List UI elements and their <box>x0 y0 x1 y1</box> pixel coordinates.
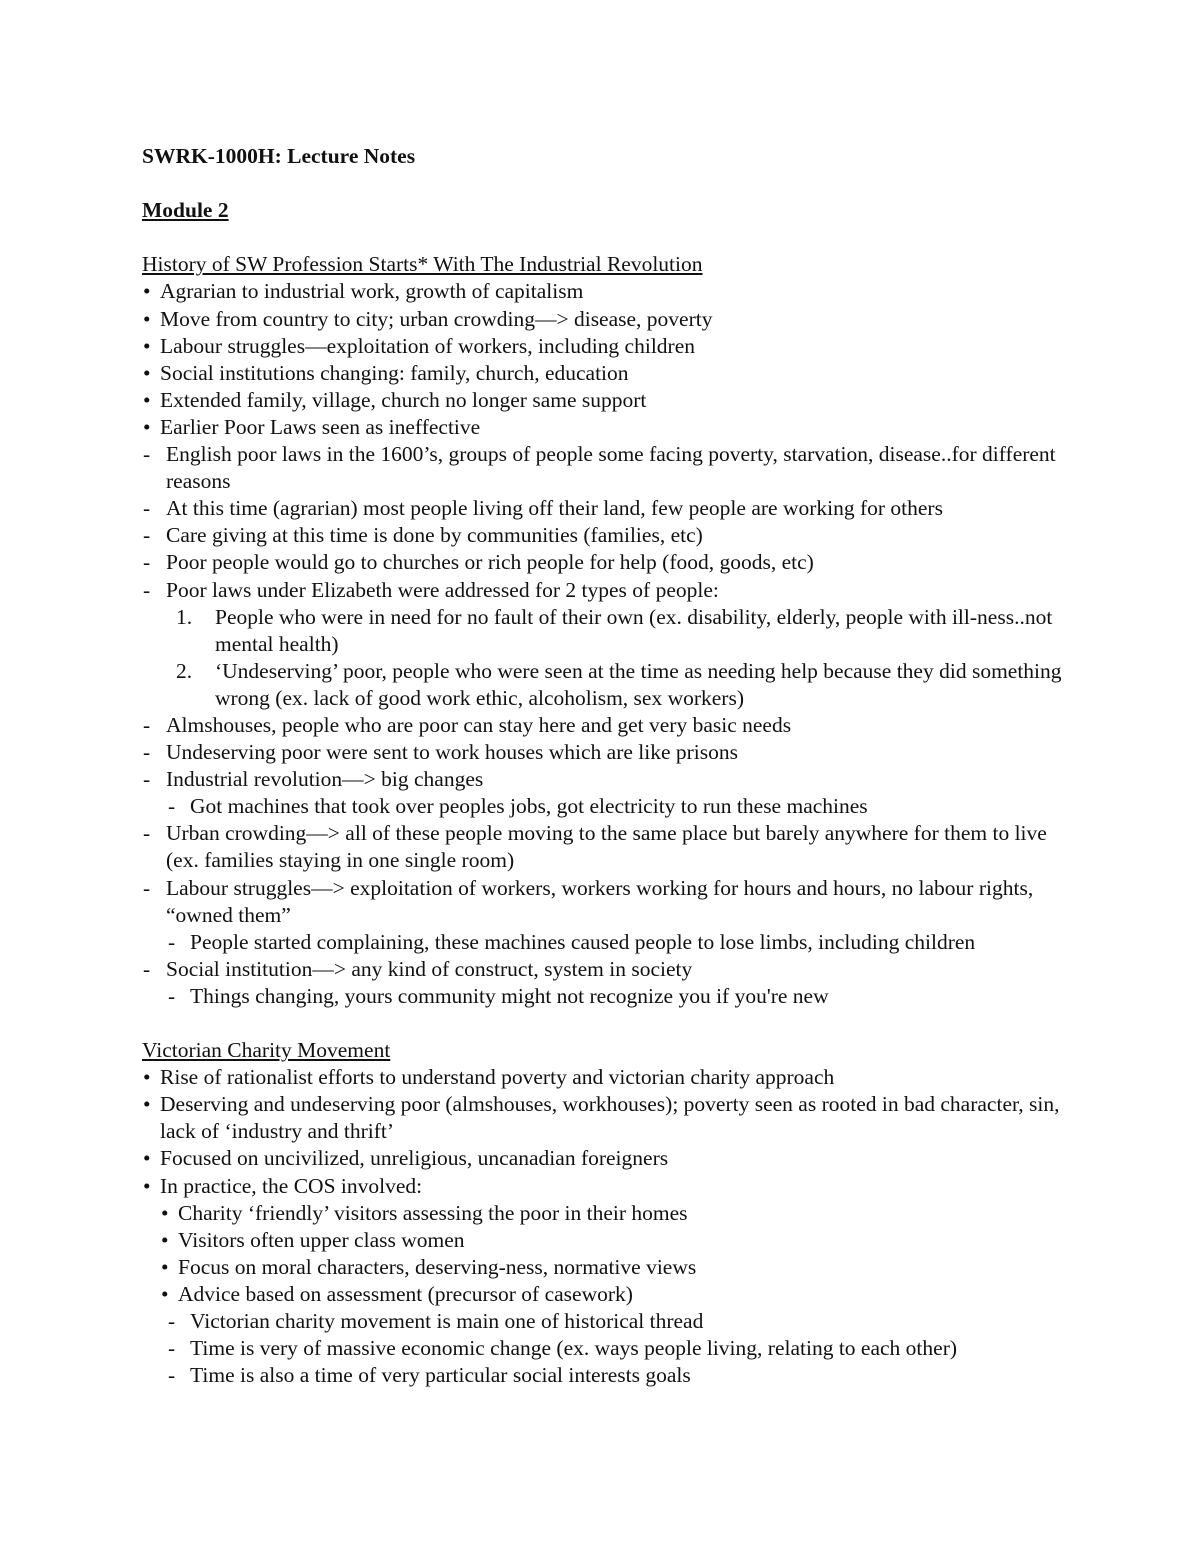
bullet-text: Labour struggles—exploitation of workers, including children <box>160 333 695 358</box>
dash-item <box>142 495 1082 522</box>
dash-item <box>142 766 1082 793</box>
dash-marker: - <box>168 1336 176 1361</box>
spacer <box>142 224 1082 251</box>
dash-marker: - <box>143 712 151 737</box>
numbered-text: ‘Undeserving’ poor, people who were seen at the time as needing help because they did something wrong (ex. lack of good work ethic, alcoholism, sex workers) <box>215 658 1062 710</box>
numbered-item <box>142 658 1082 712</box>
sub-dash-text: Victorian charity movement is main one of historical thread <box>190 1309 704 1334</box>
dash-marker: - <box>168 929 176 954</box>
bullet-text: In practice, the COS involved: <box>160 1173 423 1198</box>
sub-bullet-item <box>142 1200 1082 1227</box>
dash-text: Poor people would go to churches or rich people for help (food, goods, etc) <box>166 550 814 575</box>
dash-text: At this time (agrarian) most people living off their land, few people are working for others <box>166 496 943 521</box>
bullet-item <box>142 278 1082 305</box>
number-marker: 1. <box>176 604 193 629</box>
dash-marker: - <box>143 550 151 575</box>
bullet-marker: • <box>143 333 151 358</box>
bullet-marker: • <box>143 1092 151 1117</box>
bullet-item <box>142 333 1082 360</box>
bullet-marker: • <box>161 1200 169 1225</box>
sub-bullet-item <box>142 1281 1082 1308</box>
sub-bullet-text: Advice based on assessment (precursor of casework) <box>178 1281 633 1306</box>
bullet-text: Focused on uncivilized, unreligious, uncanadian foreigners <box>160 1146 669 1171</box>
dash-text: Social institution—> any kind of construct, system in society <box>166 956 693 981</box>
dash-marker: - <box>143 523 151 548</box>
spacer <box>142 1010 1082 1037</box>
dash-text: English poor laws in the 1600’s, groups of people some facing poverty, starvation, disease..for different reasons <box>166 442 1056 494</box>
dash-marker: - <box>143 875 151 900</box>
bullet-text: Agrarian to industrial work, growth of capitalism <box>160 279 584 304</box>
spacer <box>142 170 1082 197</box>
sub-dash-text: Got machines that took over peoples jobs, got electricity to run these machines <box>190 794 868 819</box>
number-marker: 2. <box>176 658 193 683</box>
dash-marker: - <box>143 496 151 521</box>
sub-dash-text: People started complaining, these machines caused people to lose limbs, including children <box>190 929 976 954</box>
dash-text: Labour struggles—> exploitation of workers, workers working for hours and hours, no labour rights, “owned them” <box>166 875 1034 927</box>
sub-dash-item <box>142 1335 1082 1362</box>
sub-dash-item <box>142 793 1082 820</box>
bullet-item <box>142 1145 1082 1172</box>
numbered-item <box>142 604 1082 658</box>
section-heading-victorian-charity: Victorian Charity Movement <box>142 1038 391 1063</box>
sub-dash-item <box>142 929 1082 956</box>
sub-dash-item <box>142 1308 1082 1335</box>
dash-text: Undeserving poor were sent to work houses which are like prisons <box>166 740 739 765</box>
bullet-item <box>142 414 1082 441</box>
bullet-item <box>142 1173 1082 1200</box>
bullet-marker: • <box>143 387 151 412</box>
sub-dash-item <box>142 983 1082 1010</box>
dash-item <box>142 522 1082 549</box>
bullet-text: Earlier Poor Laws seen as ineffective <box>160 414 481 439</box>
dash-text: Almshouses, people who are poor can stay here and get very basic needs <box>166 712 792 737</box>
bullet-text: Deserving and undeserving poor (almshouses, workhouses); poverty seen as rooted in bad character, sin, lack of ‘industry and thrift’ <box>160 1092 1060 1144</box>
dash-text: Care giving at this time is done by communities (families, etc) <box>166 523 703 548</box>
dash-marker: - <box>143 767 151 792</box>
dash-marker: - <box>143 442 151 467</box>
bullet-item <box>142 1064 1082 1091</box>
sub-dash-text: Time is also a time of very particular social interests goals <box>190 1363 691 1388</box>
bullet-marker: • <box>143 306 151 331</box>
bullet-item <box>142 1091 1082 1145</box>
dash-marker: - <box>168 1309 176 1334</box>
dash-marker: - <box>168 1363 176 1388</box>
dash-text: Industrial revolution—> big changes <box>166 767 484 792</box>
dash-item <box>142 820 1082 874</box>
dash-text: Urban crowding—> all of these people moving to the same place but barely anywhere for them to live (ex. families staying in one single room) <box>166 821 1047 873</box>
dash-item <box>142 875 1082 929</box>
bullet-text: Move from country to city; urban crowding—> disease, poverty <box>160 306 713 331</box>
dash-item <box>142 549 1082 576</box>
numbered-text: People who were in need for no fault of their own (ex. disability, elderly, people with ill-ness..not mental health) <box>215 604 1053 656</box>
module-heading: Module 2 <box>142 198 229 223</box>
bullet-text: Rise of rationalist efforts to understand poverty and victorian charity approach <box>160 1065 835 1090</box>
lecture-notes <box>142 143 1082 1389</box>
bullet-marker: • <box>161 1227 169 1252</box>
dash-marker: - <box>143 821 151 846</box>
dash-marker: - <box>143 740 151 765</box>
dash-item <box>142 956 1082 983</box>
dash-marker: - <box>168 794 176 819</box>
dash-item <box>142 739 1082 766</box>
dash-marker: - <box>168 983 176 1008</box>
sub-bullet-item <box>142 1254 1082 1281</box>
dash-item <box>142 712 1082 739</box>
dash-marker: - <box>143 956 151 981</box>
bullet-text: Extended family, village, church no longer same support <box>160 387 647 412</box>
sub-bullet-item <box>142 1227 1082 1254</box>
bullet-marker: • <box>161 1281 169 1306</box>
dash-item <box>142 577 1082 604</box>
bullet-marker: • <box>143 1173 151 1198</box>
bullet-marker: • <box>143 1146 151 1171</box>
dash-text: Poor laws under Elizabeth were addressed for 2 types of people: <box>166 577 719 602</box>
bullet-marker: • <box>143 414 151 439</box>
dash-item <box>142 441 1082 495</box>
bullet-text: Social institutions changing: family, church, education <box>160 360 629 385</box>
sub-bullet-text: Visitors often upper class women <box>178 1227 465 1252</box>
bullet-item <box>142 360 1082 387</box>
dash-marker: - <box>143 577 151 602</box>
sub-dash-text: Time is very of massive economic change (ex. ways people living, relating to each other) <box>190 1336 958 1361</box>
bullet-item <box>142 306 1082 333</box>
sub-bullet-text: Charity ‘friendly’ visitors assessing the poor in their homes <box>178 1200 688 1225</box>
bullet-marker: • <box>161 1254 169 1279</box>
bullet-marker: • <box>143 279 151 304</box>
document-title: SWRK-1000H: Lecture Notes <box>142 144 416 168</box>
sub-dash-item <box>142 1362 1082 1389</box>
sub-bullet-text: Focus on moral characters, deserving-ness, normative views <box>178 1254 697 1279</box>
bullet-item <box>142 387 1082 414</box>
section-heading-industrial-revolution: History of SW Profession Starts* With The Industrial Revolution <box>142 252 703 277</box>
bullet-marker: • <box>143 360 151 385</box>
bullet-marker: • <box>143 1065 151 1090</box>
sub-dash-text: Things changing, yours community might not recognize you if you're new <box>190 983 829 1008</box>
